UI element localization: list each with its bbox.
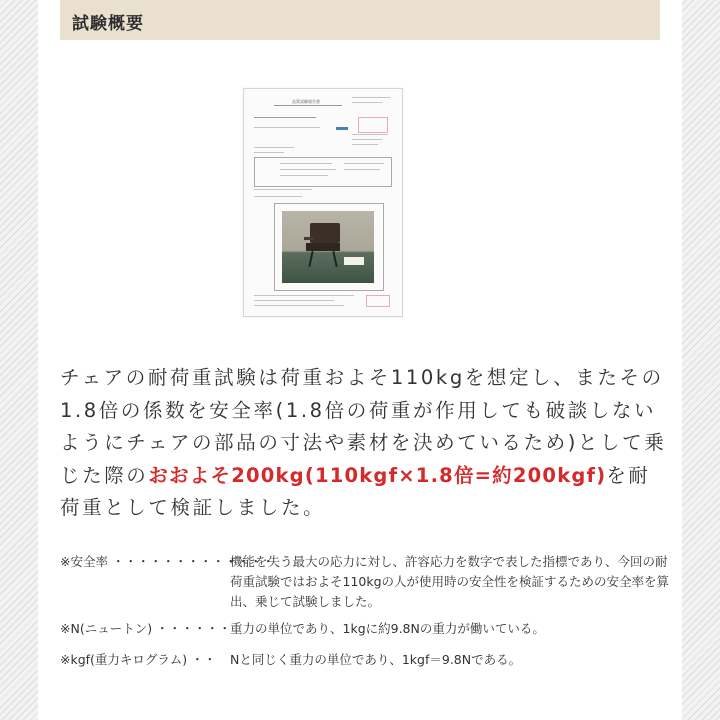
note-term: ※安全率 ・・・・・・・・・・・・・ [60, 554, 275, 569]
note-desc: Nと同じく重力の単位であり、1kgf＝9.8Nである。 [230, 652, 522, 667]
note-desc: 重力の単位であり、1kgに約9.8Nの重力が働いている。 [230, 621, 545, 636]
note-term: ※kgf(重力キログラム) ・・ [60, 652, 217, 667]
section-header [60, 0, 660, 40]
red-seal-stamp [358, 117, 388, 133]
note-term: ※N(ニュートン) ・・・・・・ [60, 621, 232, 636]
red-seal-stamp-bottom [366, 295, 390, 307]
main-text-before: チェアの耐荷重試験は荷重およそ110kgを想定し、またその1.8倍の係数を安全率(1.8倍の荷重が作用しても破談しないようにチェアの部品の寸法や素材を決めているため)として乗じた際の [60, 366, 667, 487]
section-title: 試験概要 [72, 14, 144, 34]
test-report-document-image [243, 88, 403, 317]
main-text-after: を耐荷重として検証しました。 [60, 463, 651, 519]
note-desc: 機能を失う最大の応力に対し、許容応力を数字で表した指標であり、今回の耐荷重試験ではおよそ110kgの人が使用時の安全性を検証するための安全率を算出、乗じて試験しました。 [230, 554, 670, 609]
highlight-load-value: おおよそ200kg(110kgf×1.8倍=約200kgf) [148, 463, 607, 487]
report-title: 品質試験報告書 [292, 99, 320, 104]
main-description [60, 362, 670, 525]
logo-mark [336, 127, 348, 130]
chair-photo [282, 211, 374, 283]
